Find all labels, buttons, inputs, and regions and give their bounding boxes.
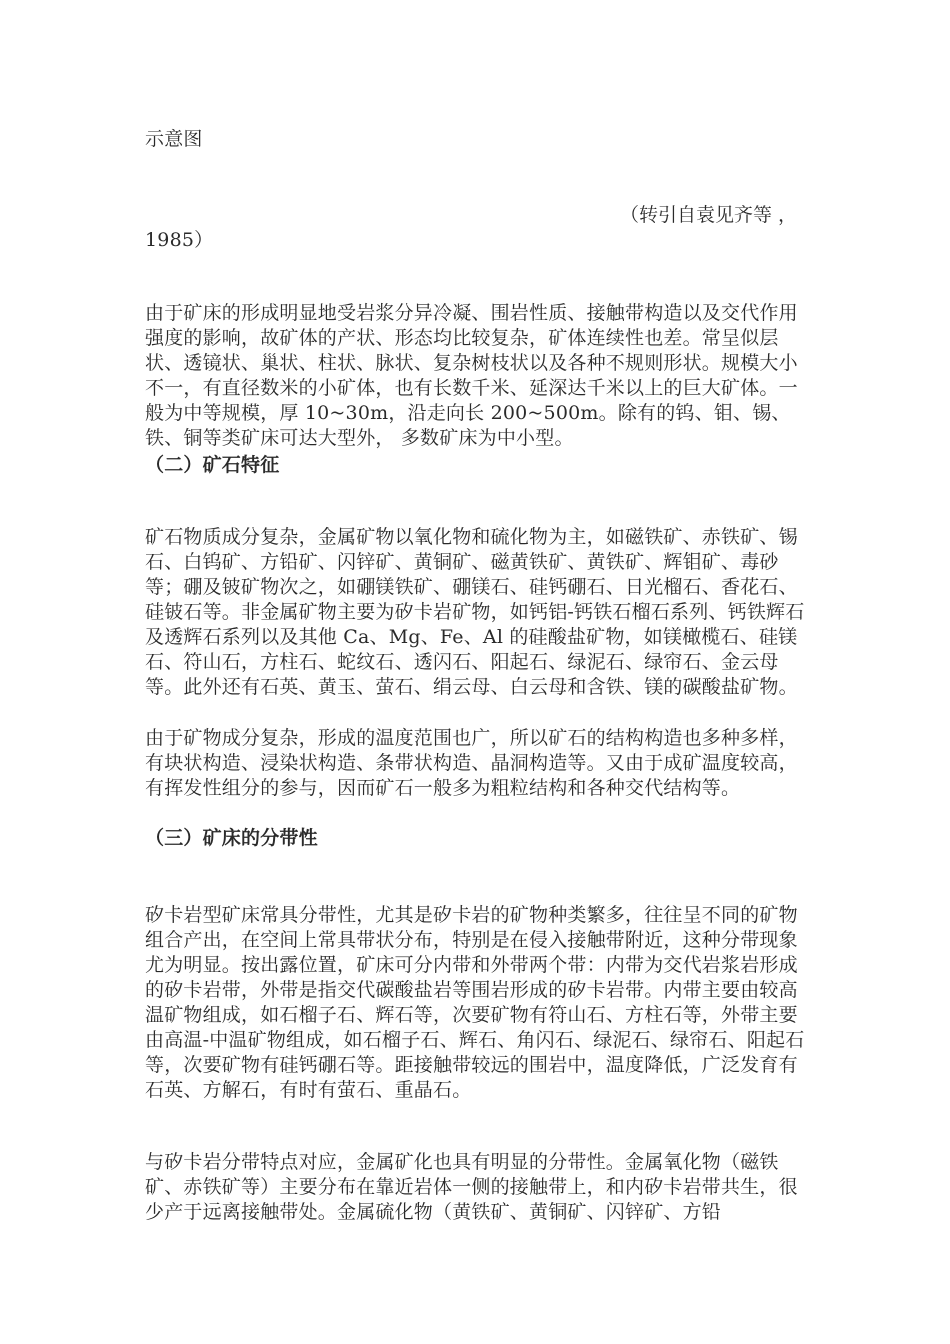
paragraph-ore-minerals: 矿石物质成分复杂，金属矿物以氧化物和硫化物为主，如磁铁矿、赤铁矿、锡石、白钨矿、方铅矿、闪锌矿、黄铜矿、磁黄铁矿、黄铁矿、辉钼矿、毒砂等；硼及铍矿物次之，如硼镁铁矿、硼镁石、硅钙硼石、日光榴石、香花石、硅铍石等。非金属矿物主要为矽卡岩矿物，如钙铝-钙铁石榴石系列、钙铁辉石及透辉石系列以及其他 Ca、Mg、Fe、Al 的硅酸盐矿物，如镁橄榄石、硅镁石、符山石，方柱石、蛇纹石、透闪石、阳起石、绿泥石、绿帘石、金云母等。此外还有石英、黄玉、萤石、绢云母、白云母和含铁、镁的碳酸盐矿物。 <box>145 526 805 698</box>
figure-citation-line1: （转引自袁见齐等 ， <box>620 204 798 226</box>
section-heading-ore-features: （二）矿石特征 <box>145 454 280 476</box>
figure-citation-line2: 1985） <box>145 229 214 251</box>
paragraph-ore-texture: 由于矿物成分复杂，形成的温度范围也广，所以矿石的结构构造也多种多样，有块状构造、浸染状构造、条带状构造、晶洞构造等。又由于成矿温度较高，有挥发性组分的参与，因而矿石一般多为粗粒结构和各种交代结构等。 <box>145 727 798 799</box>
section-heading-zonation: （三）矿床的分带性 <box>145 827 318 849</box>
paragraph-orebody-form: 由于矿床的形成明显地受岩浆分异冷凝、围岩性质、接触带构造以及交代作用强度的影响，故矿体的产状、形态均比较复杂，矿体连续性也差。常呈似层状、透镜状、巢状、柱状、脉状、复杂树枝状以及各种不规则形状。规模大小不一，有直径数米的小矿体，也有长数千米、延深达千米以上的巨大矿体。一般为中等规模，厚 10~30m，沿走向长 200~500m。除有的钨、钼、锡、铁、铜等类矿床可达大型外， 多数矿床为中小型。 <box>145 302 798 449</box>
paragraph-metal-zonation: 与矽卡岩分带特点对应，金属矿化也具有明显的分带性。金属氧化物（磁铁矿、赤铁矿等）主要分布在靠近岩体一侧的接触带上，和内矽卡岩带共生，很少产于远离接触带处。金属硫化物（黄铁矿、黄铜矿、闪锌矿、方铅 <box>145 1151 798 1223</box>
paragraph-skarn-zonation: 矽卡岩型矿床常具分带性，尤其是矽卡岩的矿物种类繁多，往往呈不同的矿物组合产出，在空间上常具带状分布，特别是在侵入接触带附近，这种分带现象尤为明显。按出露位置，矿床可分内带和外带两个带：内带为交代岩浆岩形成的矽卡岩带，外带是指交代碳酸盐岩等围岩形成的矽卡岩带。内带主要由较高温矿物组成，如石榴子石、辉石等，次要矿物有符山石、方柱石等，外带主要由高温-中温矿物组成，如石榴子石、辉石、角闪石、绿泥石、绿帘石、阳起石等，次要矿物有硅钙硼石等。距接触带较远的围岩中，温度降低，广泛发育有石英、方解石，有时有萤石、重晶石。 <box>145 904 805 1101</box>
figure-caption-title: 示意图 <box>145 128 203 150</box>
